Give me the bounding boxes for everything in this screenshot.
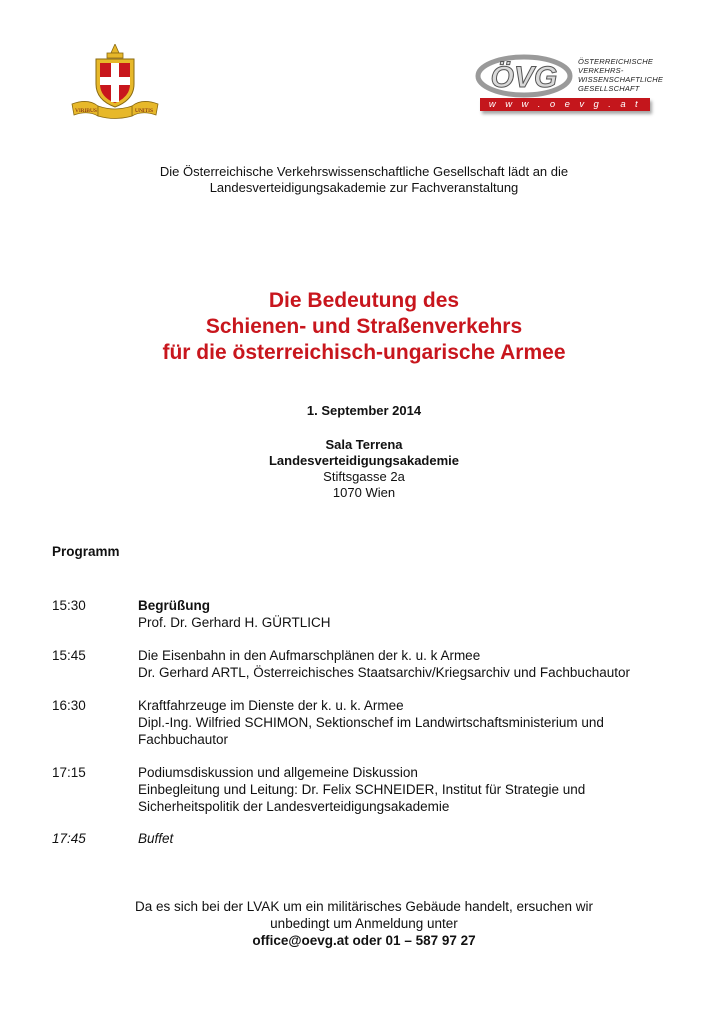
oevg-mark-icon xyxy=(474,54,578,98)
footer-line-1: Da es sich bei der LVAK um ein militärisches Gebäude handelt, ersuchen wir xyxy=(135,899,593,914)
oevg-name xyxy=(578,57,663,93)
event-city: 1070 Wien xyxy=(332,485,396,500)
oevg-name-line: GESELLSCHAFT xyxy=(578,84,640,93)
program-time: 17:45 xyxy=(52,831,86,846)
footer-line-2: unbedingt um Anmeldung unter xyxy=(270,916,458,931)
title-line-1: Die Bedeutung des xyxy=(268,289,460,312)
crest-motto-left: VIRIBUS xyxy=(74,108,98,114)
program-speaker: Fachbuchautor xyxy=(138,732,229,747)
oevg-name-line: WISSENSCHAFTLICHE xyxy=(578,75,664,84)
program-time: 16:30 xyxy=(52,698,86,713)
contact-info: office@oevg.at oder 01 – 587 97 27 xyxy=(252,933,476,948)
program-topic: Kraftfahrzeuge im Dienste der k. u. k. Armee xyxy=(138,698,404,713)
program-speaker: Prof. Dr. Gerhard H. GÜRTLICH xyxy=(138,615,331,630)
program-topic: Die Eisenbahn in den Aufmarschplänen der k. u. k Armee xyxy=(138,648,481,663)
program-time: 17:15 xyxy=(52,765,86,780)
oevg-url: w w w . o e v g . a t xyxy=(480,98,650,111)
event-date: 1. September 2014 xyxy=(306,403,422,418)
intro-line-1: Die Österreichische Verkehrswissenschaftliche Gesellschaft lädt an die xyxy=(159,164,569,179)
program-speaker: Dipl.-Ing. Wilfried SCHIMON, Sektionschef im Landwirtschaftsministerium und xyxy=(138,715,604,730)
registration-note xyxy=(0,898,728,949)
program-description xyxy=(138,597,698,631)
event-institution: Landesverteidigungsakademie xyxy=(268,453,459,468)
oevg-name-line: ÖSTERREICHISCHE xyxy=(578,57,654,66)
intro-line-2: Landesverteidigungsakademie zur Fachveranstaltung xyxy=(209,180,519,195)
event-location xyxy=(0,437,728,501)
program-speaker: Dr. Gerhard ARTL, Österreichisches Staatsarchiv/Kriegsarchiv und Fachbuchautor xyxy=(138,665,630,680)
program-speaker: Einbegleitung und Leitung: Dr. Felix SCHNEIDER, Institut für Strategie und xyxy=(138,782,586,797)
crest-logo xyxy=(68,44,162,120)
program-time: 15:30 xyxy=(52,598,86,613)
crest-icon xyxy=(68,44,162,120)
program-speaker: Sicherheitspolitik der Landesverteidigungsakademie xyxy=(138,799,450,814)
program-time: 15:45 xyxy=(52,648,86,663)
intro-text xyxy=(0,164,728,196)
event-street: Stiftsgasse 2a xyxy=(323,469,405,484)
programm-heading: Programm xyxy=(52,544,120,559)
oevg-mark-text: ÖVG xyxy=(490,61,558,94)
program-topic: Podiumsdiskussion und allgemeine Diskussion xyxy=(138,765,418,780)
oevg-name-line: VERKEHRS- xyxy=(578,66,624,75)
title-line-2: Schienen- und Straßenverkehrs xyxy=(205,315,523,338)
event-venue: Sala Terrena xyxy=(325,437,403,452)
title-line-3: für die österreichisch-ungarische Armee xyxy=(162,341,566,364)
crest-motto-right: UNITIS xyxy=(134,108,154,114)
program-description xyxy=(138,830,698,847)
program-topic: Begrüßung xyxy=(138,598,210,613)
page-title xyxy=(0,288,728,366)
program-topic: Buffet xyxy=(138,831,174,846)
program-description xyxy=(138,647,698,681)
program-description xyxy=(138,697,698,748)
program-description xyxy=(138,764,698,815)
oevg-logo xyxy=(474,54,664,118)
